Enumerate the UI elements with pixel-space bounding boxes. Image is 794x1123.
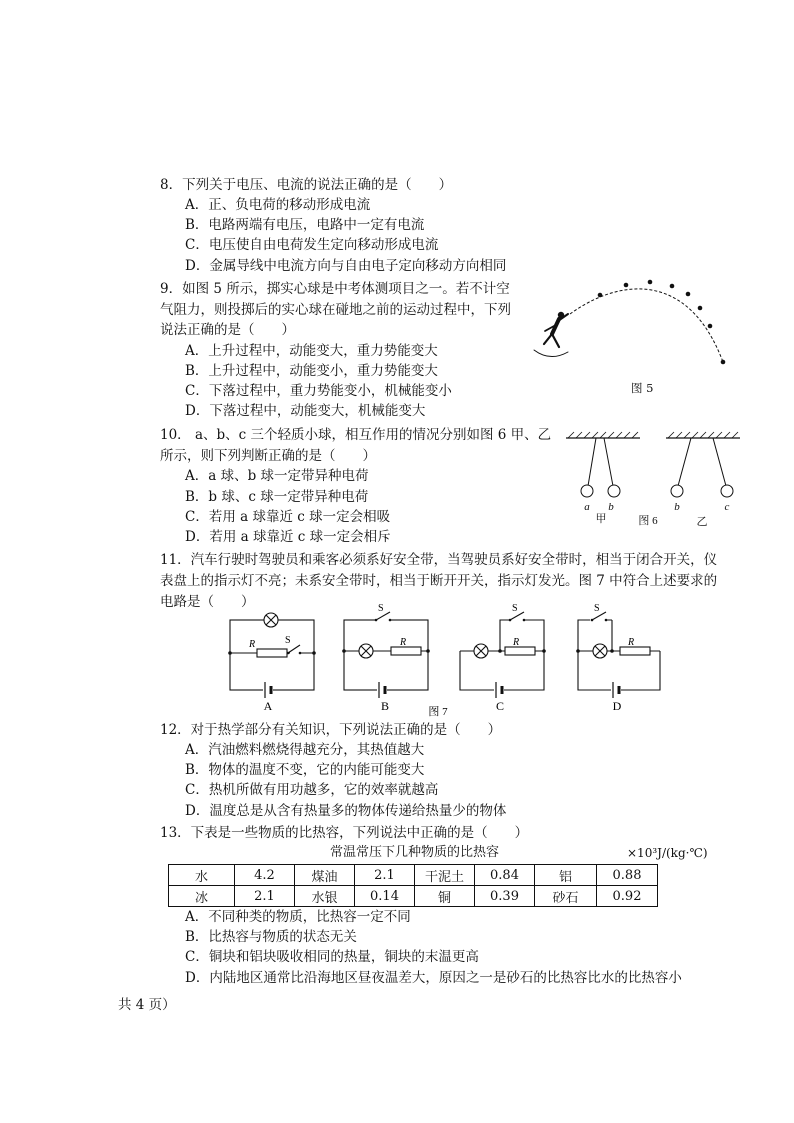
ball-label-a: a <box>584 501 590 513</box>
table-cell: 0.14 <box>355 886 415 907</box>
table-cell: 干泥土 <box>415 865 475 886</box>
q13-stem: 13．下表是一些物质的比热容，下列说法中正确的是（ ） <box>160 825 529 841</box>
table-cell: 2.1 <box>235 886 295 907</box>
circuit-b-label: B <box>380 699 390 713</box>
circuit-c-label: C <box>495 699 505 713</box>
circuit-d-label: D <box>612 699 622 713</box>
q11-stem-line1: 11．汽车行驶时驾驶员和乘客必须系好安全带，当驾驶员系好安全带时，相当于闭合开关，仪 <box>160 552 718 568</box>
q13-option-c: C．铜块和铝块吸收相同的热量，铜块的末温更高 <box>185 949 479 965</box>
circuit-b-resistor-label: R <box>400 637 407 648</box>
q8-option-d: D．金属导线中电流方向与自由电子定向移动方向相同 <box>185 258 507 274</box>
q12-stem: 12．对于热学部分有关知识，下列说法正确的是（ ） <box>160 722 502 738</box>
table-cell: 砂石 <box>535 886 597 907</box>
table-cell: 4.2 <box>235 865 295 886</box>
ball-label-b-left: b <box>608 501 614 513</box>
table-cell: 水银 <box>295 886 355 907</box>
circuit-b-switch-label: S <box>378 603 384 614</box>
table-cell: 0.92 <box>597 886 658 907</box>
figure-5-caption: 图 5 <box>631 381 654 395</box>
table-cell: 冰 <box>169 886 235 907</box>
table-cell: 0.39 <box>475 886 535 907</box>
ball-label-c: c <box>724 501 730 513</box>
table-row <box>169 886 658 907</box>
table-cell: 0.84 <box>475 865 535 886</box>
q8-option-a: A．正、负电荷的移动形成电流 <box>185 197 371 213</box>
table-cell: 水 <box>169 865 235 886</box>
q13-table-title: 常温常压下几种物质的比热容 <box>330 845 500 860</box>
table-row <box>169 865 658 886</box>
ball-label-b-right: b <box>674 501 680 513</box>
circuit-d <box>578 612 660 699</box>
q13-option-b: B．比热容与物质的状态无关 <box>185 929 357 945</box>
athlete-icon <box>534 312 568 357</box>
q9-stem-line3: 说法正确的是（ ） <box>160 322 295 338</box>
q8-stem: 8．下列关于电压、电流的说法正确的是（ ） <box>160 177 453 193</box>
q10-option-a: A．a 球、b 球一定带异种电荷 <box>185 468 369 484</box>
q10-stem-line1: 10． a、b、c 三个轻质小球，相互作用的情况分别如图 6 甲、乙 <box>160 427 552 443</box>
q8-option-c: C．电压使自由电荷发生定向移动形成电流 <box>185 237 439 253</box>
circuit-b <box>344 612 428 699</box>
page-footer: 共 4 页） <box>118 997 176 1013</box>
q9-option-a: A．上升过程中，动能变大，重力势能变大 <box>185 343 438 359</box>
table-cell: 铜 <box>415 886 475 907</box>
q13-option-a: A．不同种类的物质，比热容一定不同 <box>185 909 411 925</box>
table-cell: 铝 <box>535 865 597 886</box>
circuit-a-resistor-label: R <box>249 639 256 650</box>
q12-option-a: A．汽油燃料燃烧得越充分，其热值越大 <box>185 742 425 758</box>
q13-option-d: D．内陆地区通常比沿海地区昼夜温差大，原因之一是砂石的比热容比水的比热容小 <box>185 970 682 986</box>
q10-option-b: B．b 球、c 球一定带异种电荷 <box>185 489 369 505</box>
figure-6-caption: 图 6 <box>638 515 658 527</box>
figure-6-pith-balls <box>560 430 745 530</box>
q13-table-unit: ×10³J/(kg·℃) <box>627 846 708 860</box>
q10-option-d: D．若用 a 球靠近 c 球一定会相斥 <box>185 529 391 545</box>
circuit-c-switch-label: S <box>512 603 518 614</box>
q12-option-c: C．热机所做有用功越多，它的效率就越高 <box>185 782 439 798</box>
q9-option-c: C．下落过程中，重力势能变小，机械能变小 <box>185 383 452 399</box>
figure-7-caption: 图 7 <box>428 706 448 718</box>
q12-option-b: B．物体的温度不变，它的内能可能变大 <box>185 762 425 778</box>
figure-5-shot-put-trajectory <box>528 274 738 374</box>
q8-option-b: B．电路两端有电压，电路中一定有电流 <box>185 217 425 233</box>
q9-stem-line1: 9．如图 5 所示，掷实心球是中考体测项目之一。若不计空 <box>160 281 510 297</box>
q11-stem-line3: 电路是（ ） <box>160 594 255 610</box>
table-cell: 煤油 <box>295 865 355 886</box>
q12-option-d: D．温度总是从含有热量多的物体传递给热量少的物体 <box>185 803 507 819</box>
figure-6-right-label: 乙 <box>696 516 708 528</box>
circuit-d-switch-label: S <box>594 603 600 614</box>
q9-stem-line2: 气阻力，则投掷后的实心球在碰地之前的运动过程中，下列 <box>160 302 511 318</box>
table-cell: 0.88 <box>597 865 658 886</box>
specific-heat-table <box>168 864 658 907</box>
q9-option-d: D．下落过程中，动能变大，机械能变大 <box>185 403 426 419</box>
circuit-a-switch-label: S <box>285 635 291 646</box>
q10-stem-line2: 所示，则下列判断正确的是（ ） <box>160 448 376 464</box>
q9-option-b: B．上升过程中，动能变小，重力势能变大 <box>185 363 438 379</box>
q10-option-c: C．若用 a 球靠近 c 球一定会相吸 <box>185 509 391 525</box>
figure-6-left-label: 甲 <box>595 513 607 525</box>
circuit-a-label: A <box>263 699 273 713</box>
q11-stem-line2: 表盘上的指示灯不亮；未系安全带时，相当于断开开关，指示灯发光。图 7 中符合上述要求的 <box>160 573 718 589</box>
circuit-d-resistor-label: R <box>628 637 635 648</box>
table-cell: 2.1 <box>355 865 415 886</box>
figure-7-circuits <box>220 600 670 720</box>
circuit-c-resistor-label: R <box>513 637 520 648</box>
circuit-c <box>460 612 544 699</box>
circuit-a <box>230 613 314 699</box>
